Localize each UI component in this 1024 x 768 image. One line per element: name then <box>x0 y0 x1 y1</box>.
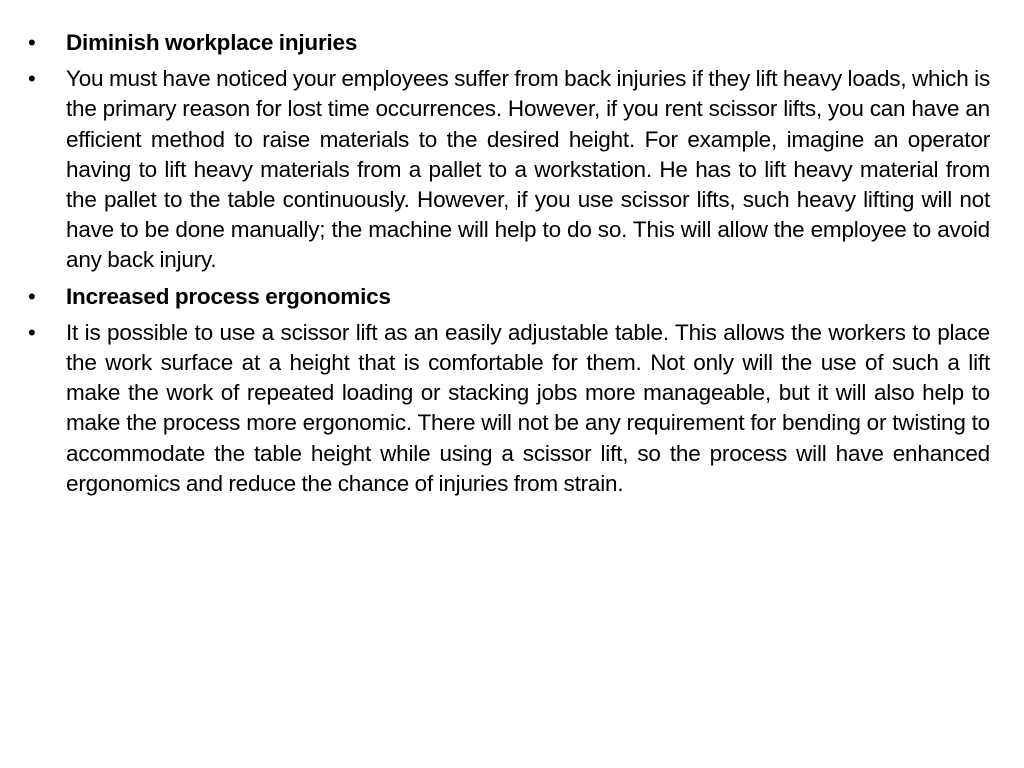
bullet-dot-icon: • <box>28 66 36 92</box>
bullet-item-ergonomics-body <box>28 318 990 499</box>
bullet-dot-icon: • <box>28 319 36 345</box>
bullet-item-diminish-injuries <box>28 28 990 58</box>
bullet-dot-icon: • <box>28 283 36 309</box>
bullet-heading-diminish-injuries: Diminish workplace injuries <box>66 30 358 55</box>
bullet-item-injuries-body <box>28 64 990 275</box>
bullet-dot-icon: • <box>28 30 36 55</box>
bullet-item-ergonomics <box>28 282 990 312</box>
bullet-list <box>28 28 990 505</box>
bullet-body-injuries: You must have noticed your employees suffer from back injuries if they lift heavy loads, which is the primary reason for lost time occurrences. However, if you rent scissor lifts, you can have an efficient method to raise materials to the desired height. For example, imagine an operator having to lift heavy materials from a pallet to a workstation. He has to lift heavy material from the pallet to the table continuously. However, if you use scissor lifts, such heavy lifting will not have to be done manually; the machine will help to do so. This will allow the employee to avoid any back injury. <box>66 66 990 273</box>
bullet-body-ergonomics: It is possible to use a scissor lift as an easily adjustable table. This allows the workers to place the work surface at a height that is comfortable for them. Not only will the use of such a lift make the work of repeated loading or stacking jobs more manageable, but it will also help to make the process more ergonomic. There will not be any requirement for bending or twisting to accommodate the table height while using a scissor lift, so the process will have enhanced ergonomics and reduce the chance of injuries from strain. <box>66 319 990 496</box>
bullet-heading-ergonomics: Increased process ergonomics <box>66 283 391 309</box>
